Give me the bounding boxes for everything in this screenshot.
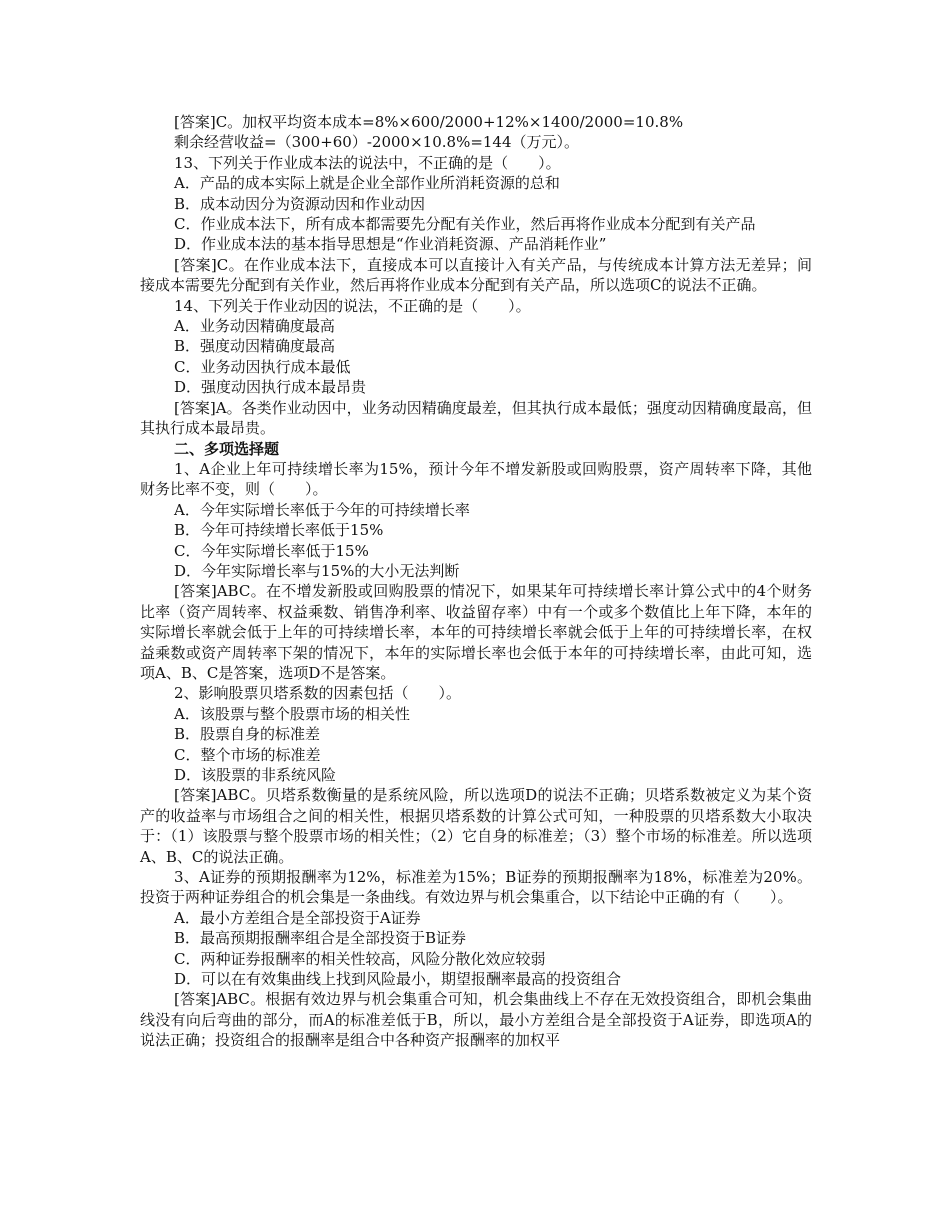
paragraph: C．业务动因执行成本最低	[174, 357, 351, 376]
paragraph: [答案]C。加权平均资本成本=8%×600/2000+12%×1400/2000=10.8%	[174, 113, 684, 131]
paragraph: A．该股票与整个股票市场的相关性	[174, 704, 410, 723]
paragraph: D．作业成本法的基本指导思想是“作业消耗资源、产品消耗作业”	[174, 235, 607, 254]
paragraph: C．今年实际增长率低于15%	[174, 541, 369, 560]
paragraph: 13、下列关于作业成本法的说法中，不正确的是（ ）。	[174, 153, 561, 172]
paragraph: A．今年实际增长率低于今年的可持续增长率	[174, 500, 470, 519]
paragraph: A．最小方差组合是全部投资于A证券	[174, 908, 421, 927]
paragraph: C．作业成本法下，所有成本都需要先分配有关作业，然后再将作业成本分配到有关产品	[174, 215, 756, 234]
paragraph: B．强度动因精确度最高	[174, 337, 336, 356]
paragraph: C．两种证券报酬率的相关性较高，风险分散化效应较弱	[174, 949, 546, 968]
paragraph: [答案]ABC。在不增发新股或回购股票的情况下，如果某年可持续增长率计算公式中的4个财务比率（资产周转率、权益乘数、销售净利率、收益留存率）中有一个或多个数值比上年下降，本年的实际增长率就会低于上年的可持续增长率，本年的可持续增长率就会低于上年的可持续增长率，在权益乘数或资产周转率下架的情况下，本年的实际增长率也会低于本年的可持续增长率，由此可知，选项A、B、C是答案，选项D不是答案。	[140, 582, 812, 682]
paragraph: D．强度动因执行成本最昂贵	[174, 378, 367, 397]
paragraph: 14、下列关于作业动因的说法，不正确的是（ ）。	[174, 296, 531, 315]
section-heading: 二、多项选择题	[174, 439, 280, 458]
paragraph: [答案]C。在作业成本法下，直接成本可以直接计入有关产品，与传统成本计算方法无差异；间接成本需要先分配到有关作业，然后再将作业成本分配到有关产品，所以选项C的说法不正确。	[140, 255, 812, 295]
paragraph: 3、A证券的预期报酬率为12%，标准差为15%；B证券的预期报酬率为18%，标准差为20%。投资于两种证券组合的机会集是一条曲线。有效边界与机会集重合，以下结论中正确的有（ ）。	[140, 868, 812, 907]
paragraph: B．股票自身的标准差	[174, 725, 321, 744]
paragraph: D．今年实际增长率与15%的大小无法判断	[174, 561, 460, 580]
paragraph: B．最高预期报酬率组合是全部投资于B证券	[174, 929, 467, 948]
paragraph: [答案]ABC。贝塔系数衡量的是系统风险，所以选项D的说法不正确；贝塔系数被定义为某个资产的收益率与市场组合之间的相关性，根据贝塔系数的计算公式可知，一种股票的贝塔系数大小取决于：（1）该股票与整个股票市场的相关性；（2）它自身的标准差；（3）整个市场的标准差。所以选项A、B、C的说法正确。	[140, 786, 812, 866]
paragraph: D．可以在有效集曲线上找到风险最小，期望报酬率最高的投资组合	[174, 970, 622, 989]
paragraph: [答案]ABC。根据有效边界与机会集重合可知，机会集曲线上不存在无效投资组合，即机会集曲线没有向后弯曲的部分，而A的标准差低于B，所以，最小方差组合是全部投资于A证券，即选项A的说法正确；投资组合的报酬率是组合中各种资产报酬率的加权平	[140, 990, 812, 1050]
paragraph: B．今年可持续增长率低于15%	[174, 521, 384, 540]
paragraph: 2、影响股票贝塔系数的因素包括（ ）。	[174, 684, 462, 703]
paragraph: 剩余经营收益=（300+60）-2000×10.8%=144（万元）。	[174, 133, 580, 152]
document-body	[140, 112, 812, 1051]
paragraph: [答案]A。各类作业动因中，业务动因精确度最差，但其执行成本最低；强度动因精确度最高，但其执行成本最昂贵。	[140, 398, 812, 438]
paragraph: A．产品的成本实际上就是企业全部作业所消耗资源的总和	[174, 174, 560, 193]
paragraph: B．成本动因分为资源动因和作业动因	[174, 194, 426, 213]
paragraph: 1、A企业上年可持续增长率为15%，预计今年不增发新股或回购股票，资产周转率下降，其他财务比率不变，则（ ）。	[140, 459, 812, 499]
paragraph: C．整个市场的标准差	[174, 745, 321, 764]
paragraph: A．业务动因精确度最高	[174, 317, 335, 336]
paragraph: D．该股票的非系统风险	[174, 766, 337, 784]
